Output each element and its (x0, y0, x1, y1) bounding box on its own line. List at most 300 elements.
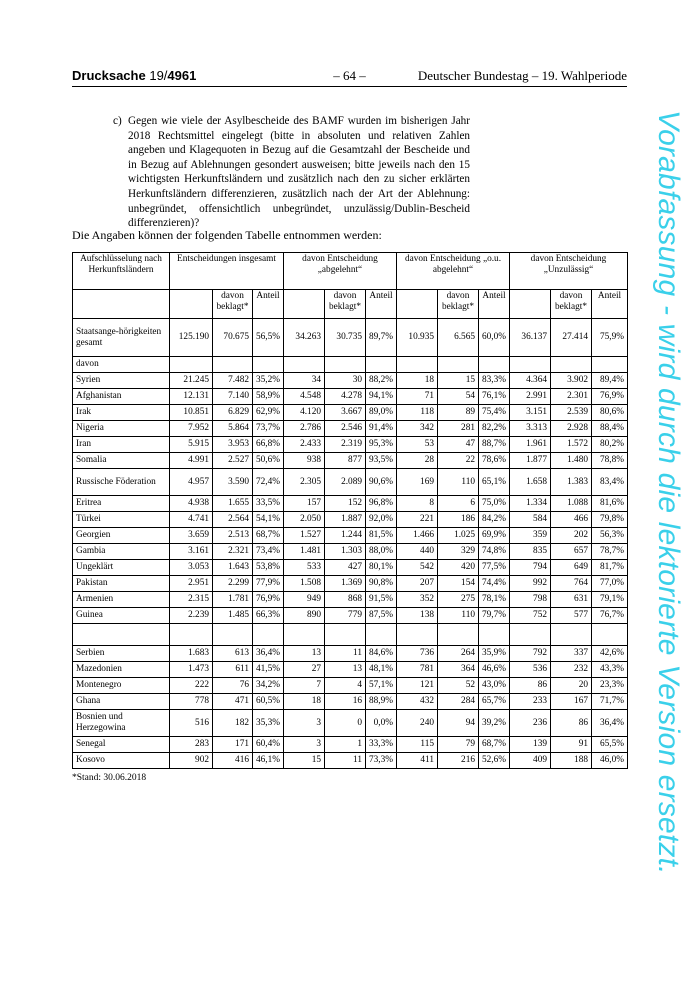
cell-value: 3.161 (170, 544, 213, 560)
empty-cell (397, 357, 438, 373)
cell-value: 80,2% (592, 437, 628, 453)
table-row (73, 694, 628, 710)
cell-value: 16 (325, 694, 366, 710)
empty-cell (397, 624, 438, 646)
table-row (73, 646, 628, 662)
cell-value: 1.303 (325, 544, 366, 560)
empty-cell (510, 624, 551, 646)
cell-value: 3.053 (170, 560, 213, 576)
cell-value: 1.369 (325, 576, 366, 592)
cell-value: 54,1% (253, 512, 284, 528)
cell-value: 6 (438, 496, 479, 512)
cell-value: 90,6% (366, 469, 397, 496)
cell-value: 2.301 (551, 389, 592, 405)
cell-value: 4.548 (284, 389, 325, 405)
cell-value: 835 (510, 544, 551, 560)
intro-text: Die Angaben können der folgenden Tabelle entnommen werden: (72, 228, 382, 242)
subheader-empty (510, 290, 551, 319)
empty-cell (366, 357, 397, 373)
table-row (73, 608, 628, 624)
cell-value: 88,0% (366, 544, 397, 560)
cell-value: 80,6% (592, 405, 628, 421)
row-label: Ghana (73, 694, 170, 710)
cell-value: 36,4% (592, 710, 628, 737)
cell-value: 2.433 (284, 437, 325, 453)
empty-cell (592, 624, 628, 646)
cell-value: 4.364 (510, 373, 551, 389)
cell-value: 427 (325, 560, 366, 576)
cell-value: 94 (438, 710, 479, 737)
cell-value: 4.938 (170, 496, 213, 512)
cell-value: 611 (213, 662, 253, 678)
header-abgelehnt: davon Entscheidung „abgelehnt“ (284, 253, 397, 290)
table-row (73, 753, 628, 769)
cell-value: 36.137 (510, 319, 551, 357)
row-label: Senegal (73, 737, 170, 753)
table-row (73, 319, 628, 357)
row-label: Iran (73, 437, 170, 453)
cell-value: 2.991 (510, 389, 551, 405)
subheader-empty (397, 290, 438, 319)
table-row (73, 576, 628, 592)
row-label: Russische Föderation (73, 469, 170, 496)
cell-value: 76,7% (592, 608, 628, 624)
cell-value: 76,9% (592, 389, 628, 405)
table-row (73, 528, 628, 544)
cell-value: 81,6% (592, 496, 628, 512)
row-label: Ungeklärt (73, 560, 170, 576)
cell-value: 1.572 (551, 437, 592, 453)
cell-value: 53,8% (253, 560, 284, 576)
cell-value: 2.319 (325, 437, 366, 453)
cell-value: 34.263 (284, 319, 325, 357)
cell-value: 542 (397, 560, 438, 576)
subheader-empty (284, 290, 325, 319)
row-label: Irak (73, 405, 170, 421)
cell-value: 649 (551, 560, 592, 576)
cell-value: 342 (397, 421, 438, 437)
cell-value: 66,3% (253, 608, 284, 624)
cell-value: 53 (397, 437, 438, 453)
subheader-anteil: Anteil (253, 290, 284, 319)
cell-value: 3.590 (213, 469, 253, 496)
cell-value: 79,8% (592, 512, 628, 528)
cell-value: 1.655 (213, 496, 253, 512)
cell-value: 764 (551, 576, 592, 592)
cell-value: 118 (397, 405, 438, 421)
cell-value: 15 (284, 753, 325, 769)
cell-value: 115 (397, 737, 438, 753)
empty-cell (510, 357, 551, 373)
cell-value: 411 (397, 753, 438, 769)
cell-value: 533 (284, 560, 325, 576)
question-c (113, 114, 470, 231)
table-subheader-row (73, 290, 628, 319)
empty-cell (551, 624, 592, 646)
footnote: *Stand: 30.06.2018 (72, 773, 147, 783)
cell-value: 1.473 (170, 662, 213, 678)
question-text: Gegen wie viele der Asylbescheide des BAMF wurden im bisherigen Jahr 2018 Rechtsmittel eingelegt (bitte in absoluten und relativen Zahlen angeben und Klagequoten in Bezug auf die Gesamtzahl der Bescheide und in Bezug auf Ablehnungen gesondert ausweisen; bitte jeweils nach den 15 wichtigsten Herkunftsländern und zusätzlich nach den zu sicher erklärten Herkunftsländern differenzieren, zusätzlich nach der Art der Ablehnung: unbegründet, offensichtlich unbegründet, unzulässig/Dublin-Bescheid differenzieren)? (128, 115, 470, 230)
cell-value: 236 (510, 710, 551, 737)
header-ou-abgelehnt: davon Entscheidung „o.u. abgelehnt“ (397, 253, 510, 290)
cell-value: 1.485 (213, 608, 253, 624)
cell-value: 154 (438, 576, 479, 592)
header-total: Entscheidungen insgesamt (170, 253, 284, 290)
cell-value: 1.088 (551, 496, 592, 512)
empty-cell (253, 624, 284, 646)
cell-value: 34 (284, 373, 325, 389)
subheader-anteil: Anteil (366, 290, 397, 319)
cell-value: 11 (325, 753, 366, 769)
publisher: Deutscher Bundestag – 19. Wahlperiode (417, 68, 627, 83)
cell-value: 65,7% (479, 694, 510, 710)
cell-value: 33,3% (366, 737, 397, 753)
cell-value: 52,6% (479, 753, 510, 769)
cell-value: 7 (284, 678, 325, 694)
empty-cell (170, 357, 213, 373)
cell-value: 4.957 (170, 469, 213, 496)
cell-value: 2.951 (170, 576, 213, 592)
cell-value: 1.383 (551, 469, 592, 496)
empty-cell (438, 357, 479, 373)
cell-value: 7.140 (213, 389, 253, 405)
cell-value: 3.902 (551, 373, 592, 389)
cell-value: 6.829 (213, 405, 253, 421)
cell-value: 337 (551, 646, 592, 662)
cell-value: 89,0% (366, 405, 397, 421)
cell-value: 4.991 (170, 453, 213, 469)
cell-value: 240 (397, 710, 438, 737)
cell-value: 409 (510, 753, 551, 769)
cell-value: 87,5% (366, 608, 397, 624)
cell-value: 60,5% (253, 694, 284, 710)
cell-value: 65,5% (592, 737, 628, 753)
cell-value: 79 (438, 737, 479, 753)
cell-value: 81,5% (366, 528, 397, 544)
cell-value: 95,3% (366, 437, 397, 453)
empty-cell (325, 357, 366, 373)
cell-value: 1.781 (213, 592, 253, 608)
cell-value: 88,7% (479, 437, 510, 453)
cell-value: 2.513 (213, 528, 253, 544)
table-header-row (73, 253, 628, 290)
cell-value: 110 (438, 469, 479, 496)
cell-value: 352 (397, 592, 438, 608)
cell-value: 4.741 (170, 512, 213, 528)
cell-value: 613 (213, 646, 253, 662)
davon-row-cell: davon (73, 357, 170, 373)
cell-value: 1.508 (284, 576, 325, 592)
cell-value: 78,7% (592, 544, 628, 560)
spacer-row-cell (73, 624, 170, 646)
cell-value: 10.851 (170, 405, 213, 421)
cell-value: 13 (284, 646, 325, 662)
subheader-beklagt: davon beklagt* (213, 290, 253, 319)
cell-value: 7.482 (213, 373, 253, 389)
cell-value: 10.935 (397, 319, 438, 357)
table-row (73, 512, 628, 528)
cell-value: 91,4% (366, 421, 397, 437)
document-number: Drucksache 19/4961 (72, 68, 197, 83)
cell-value: 584 (510, 512, 551, 528)
cell-value: 41,5% (253, 662, 284, 678)
table-row (73, 544, 628, 560)
cell-value: 207 (397, 576, 438, 592)
cell-value: 2.050 (284, 512, 325, 528)
cell-value: 96,8% (366, 496, 397, 512)
cell-value: 1.887 (325, 512, 366, 528)
cell-value: 222 (170, 678, 213, 694)
cell-value: 68,7% (253, 528, 284, 544)
cell-value: 657 (551, 544, 592, 560)
cell-value: 233 (510, 694, 551, 710)
cell-value: 169 (397, 469, 438, 496)
cell-value: 2.539 (551, 405, 592, 421)
cell-value: 27.414 (551, 319, 592, 357)
row-label: Syrien (73, 373, 170, 389)
cell-value: 2.786 (284, 421, 325, 437)
cell-value: 2.928 (551, 421, 592, 437)
row-label: Bosnien und Herzegowina (73, 710, 170, 737)
cell-value: 27 (284, 662, 325, 678)
cell-value: 778 (170, 694, 213, 710)
cell-value: 2.305 (284, 469, 325, 496)
cell-value: 88,2% (366, 373, 397, 389)
cell-value: 68,7% (479, 737, 510, 753)
davon-row (73, 357, 628, 373)
row-label: Georgien (73, 528, 170, 544)
table-row (73, 710, 628, 737)
row-label: Pakistan (73, 576, 170, 592)
cell-value: 798 (510, 592, 551, 608)
cell-value: 5.915 (170, 437, 213, 453)
cell-value: 21.245 (170, 373, 213, 389)
empty-cell (284, 357, 325, 373)
cell-value: 364 (438, 662, 479, 678)
cell-value: 70.675 (213, 319, 253, 357)
asylum-appeals-table (72, 252, 628, 769)
cell-value: 71,7% (592, 694, 628, 710)
cell-value: 2.089 (325, 469, 366, 496)
cell-value: 43,3% (592, 662, 628, 678)
cell-value: 110 (438, 608, 479, 624)
row-label: Afghanistan (73, 389, 170, 405)
cell-value: 75,0% (479, 496, 510, 512)
cell-value: 125.190 (170, 319, 213, 357)
cell-value: 28 (397, 453, 438, 469)
cell-value: 6.565 (438, 319, 479, 357)
row-label: Türkei (73, 512, 170, 528)
cell-value: 30 (325, 373, 366, 389)
table-row (73, 678, 628, 694)
cell-value: 58,9% (253, 389, 284, 405)
cell-value: 92,0% (366, 512, 397, 528)
cell-value: 84,2% (479, 512, 510, 528)
cell-value: 83,3% (479, 373, 510, 389)
cell-value: 167 (551, 694, 592, 710)
cell-value: 2.315 (170, 592, 213, 608)
question-label: c) (113, 115, 122, 127)
cell-value: 1.334 (510, 496, 551, 512)
cell-value: 0,0% (366, 710, 397, 737)
empty-cell (592, 357, 628, 373)
draft-watermark (647, 110, 685, 930)
cell-value: 81,7% (592, 560, 628, 576)
cell-value: 33,5% (253, 496, 284, 512)
cell-value: 138 (397, 608, 438, 624)
table-row (73, 662, 628, 678)
cell-value: 4 (325, 678, 366, 694)
cell-value: 264 (438, 646, 479, 662)
cell-value: 18 (284, 694, 325, 710)
cell-value: 3 (284, 710, 325, 737)
cell-value: 89 (438, 405, 479, 421)
cell-value: 329 (438, 544, 479, 560)
cell-value: 4.120 (284, 405, 325, 421)
row-label: Nigeria (73, 421, 170, 437)
subheader-beklagt: davon beklagt* (438, 290, 479, 319)
row-label: Serbien (73, 646, 170, 662)
cell-value: 1.481 (284, 544, 325, 560)
empty-cell (551, 357, 592, 373)
empty-cell (366, 624, 397, 646)
cell-value: 890 (284, 608, 325, 624)
cell-value: 93,5% (366, 453, 397, 469)
cell-value: 23,3% (592, 678, 628, 694)
table-row (73, 389, 628, 405)
cell-value: 76,1% (479, 389, 510, 405)
table-row (73, 592, 628, 608)
cell-value: 78,8% (592, 453, 628, 469)
cell-value: 736 (397, 646, 438, 662)
cell-value: 949 (284, 592, 325, 608)
cell-value: 35,9% (479, 646, 510, 662)
cell-value: 2.527 (213, 453, 253, 469)
cell-value: 3.659 (170, 528, 213, 544)
cell-value: 752 (510, 608, 551, 624)
cell-value: 76 (213, 678, 253, 694)
cell-value: 77,9% (253, 576, 284, 592)
cell-value: 216 (438, 753, 479, 769)
cell-value: 77,5% (479, 560, 510, 576)
cell-value: 77,0% (592, 576, 628, 592)
cell-value: 7.952 (170, 421, 213, 437)
cell-value: 39,2% (479, 710, 510, 737)
cell-value: 157 (284, 496, 325, 512)
cell-value: 466 (551, 512, 592, 528)
cell-value: 1.244 (325, 528, 366, 544)
cell-value: 2.321 (213, 544, 253, 560)
header-unzulaessig: davon Entscheidung „Unzulässig“ (510, 253, 628, 290)
cell-value: 2.299 (213, 576, 253, 592)
cell-value: 83,4% (592, 469, 628, 496)
cell-value: 1.658 (510, 469, 551, 496)
cell-value: 182 (213, 710, 253, 737)
cell-value: 69,9% (479, 528, 510, 544)
cell-value: 46,0% (592, 753, 628, 769)
cell-value: 18 (397, 373, 438, 389)
cell-value: 47 (438, 437, 479, 453)
cell-value: 89,7% (366, 319, 397, 357)
cell-value: 88,9% (366, 694, 397, 710)
cell-value: 938 (284, 453, 325, 469)
cell-value: 52 (438, 678, 479, 694)
spacer-row (73, 624, 628, 646)
cell-value: 12.131 (170, 389, 213, 405)
cell-value: 139 (510, 737, 551, 753)
empty-cell (479, 624, 510, 646)
cell-value: 1.877 (510, 453, 551, 469)
empty-cell (170, 624, 213, 646)
row-label: Eritrea (73, 496, 170, 512)
cell-value: 79,7% (479, 608, 510, 624)
cell-value: 440 (397, 544, 438, 560)
cell-value: 72,4% (253, 469, 284, 496)
subheader-empty (73, 290, 170, 319)
empty-cell (325, 624, 366, 646)
cell-value: 3.313 (510, 421, 551, 437)
cell-value: 89,4% (592, 373, 628, 389)
table-row (73, 405, 628, 421)
table-row (73, 560, 628, 576)
cell-value: 60,4% (253, 737, 284, 753)
cell-value: 86 (551, 710, 592, 737)
cell-value: 22 (438, 453, 479, 469)
cell-value: 46,6% (479, 662, 510, 678)
cell-value: 36,4% (253, 646, 284, 662)
cell-value: 15 (438, 373, 479, 389)
table-row (73, 437, 628, 453)
cell-value: 50,6% (253, 453, 284, 469)
empty-cell (284, 624, 325, 646)
cell-value: 3.151 (510, 405, 551, 421)
cell-value: 516 (170, 710, 213, 737)
cell-value: 275 (438, 592, 479, 608)
cell-value: 3.667 (325, 405, 366, 421)
watermark-text: Vorabfassung - wird durch die lektorierte Version ersetzt. (652, 110, 685, 875)
empty-cell (213, 357, 253, 373)
cell-value: 60,0% (479, 319, 510, 357)
cell-value: 2.564 (213, 512, 253, 528)
cell-value: 20 (551, 678, 592, 694)
cell-value: 74,8% (479, 544, 510, 560)
cell-value: 78,6% (479, 453, 510, 469)
cell-value: 232 (551, 662, 592, 678)
cell-value: 188 (551, 753, 592, 769)
cell-value: 76,9% (253, 592, 284, 608)
row-label: Mazedonien (73, 662, 170, 678)
cell-value: 35,2% (253, 373, 284, 389)
row-label: Armenien (73, 592, 170, 608)
cell-value: 416 (213, 753, 253, 769)
cell-value: 2.239 (170, 608, 213, 624)
cell-value: 71 (397, 389, 438, 405)
cell-value: 779 (325, 608, 366, 624)
cell-value: 94,1% (366, 389, 397, 405)
cell-value: 13 (325, 662, 366, 678)
row-label: Staatsange-hörigkeiten gesamt (73, 319, 170, 357)
cell-value: 283 (170, 737, 213, 753)
cell-value: 152 (325, 496, 366, 512)
cell-value: 90,8% (366, 576, 397, 592)
cell-value: 471 (213, 694, 253, 710)
cell-value: 420 (438, 560, 479, 576)
cell-value: 86 (510, 678, 551, 694)
cell-value: 284 (438, 694, 479, 710)
cell-value: 34,2% (253, 678, 284, 694)
cell-value: 3.953 (213, 437, 253, 453)
page-number: – 64 – (333, 68, 366, 83)
